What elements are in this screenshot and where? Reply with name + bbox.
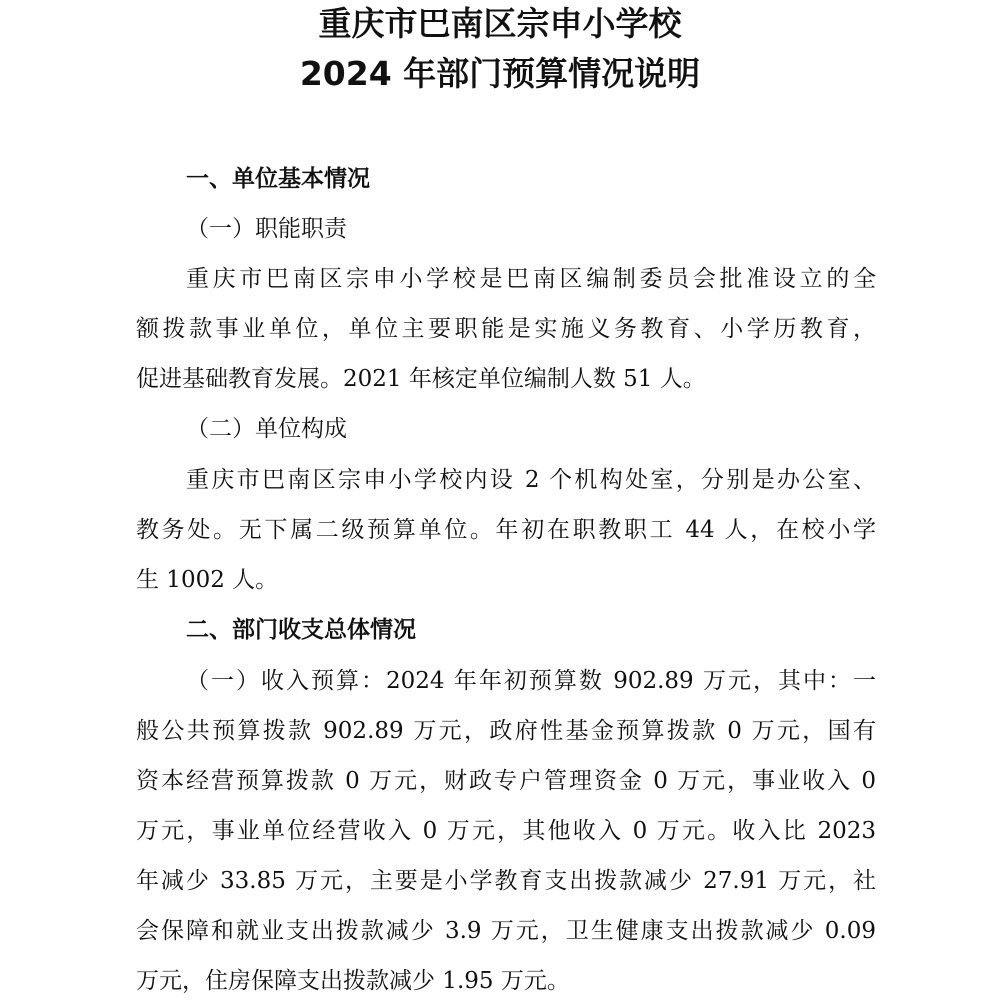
- document-title-line-2: 2024 年部门预算情况说明: [299, 54, 701, 93]
- section-heading-basic-info: 一、单位基本情况: [186, 166, 370, 192]
- paragraph-line: 年减少 33.85 万元，主要是小学教育支出拨款减少 27.91 万元，社: [136, 868, 876, 894]
- paragraph-line: 促进基础教育发展。2021 年核定单位编制人数 51 人。: [136, 366, 706, 392]
- paragraph-line: 额拨款事业单位，单位主要职能是实施义务教育、小学历教育，: [136, 316, 876, 342]
- paragraph-line: 资本经营预算拨款 0 万元，财政专户管理资金 0 万元，事业收入 0: [136, 768, 876, 794]
- paragraph-line: 重庆市巴南区宗申小学校内设 2 个机构处室，分别是办公室、: [186, 467, 876, 493]
- subsection-heading-composition: （二）单位构成: [186, 416, 347, 442]
- paragraph-line: 万元，事业单位经营收入 0 万元，其他收入 0 万元。收入比 2023: [136, 818, 876, 844]
- paragraph-line: 生 1002 人。: [136, 567, 279, 593]
- paragraph-line: 教务处。无下属二级预算单位。年初在职教职工 44 人，在校小学: [136, 517, 876, 543]
- paragraph-line: （一）收入预算：2024 年年初预算数 902.89 万元，其中：一: [186, 668, 876, 694]
- paragraph-line: 会保障和就业支出拨款减少 3.9 万元，卫生健康支出拨款减少 0.09: [136, 918, 876, 944]
- section-heading-revenue-expenditure: 二、部门收支总体情况: [186, 617, 416, 643]
- paragraph-line: 重庆市巴南区宗申小学校是巴南区编制委员会批准设立的全: [186, 266, 876, 292]
- paragraph-line: 万元，住房保障支出拨款减少 1.95 万元。: [136, 968, 570, 994]
- paragraph-line: 般公共预算拨款 902.89 万元，政府性基金预算拨款 0 万元，国有: [136, 718, 876, 744]
- subsection-heading-functions: （一）职能职责: [186, 216, 347, 242]
- document-title-line-1: 重庆市巴南区宗申小学校: [318, 4, 682, 43]
